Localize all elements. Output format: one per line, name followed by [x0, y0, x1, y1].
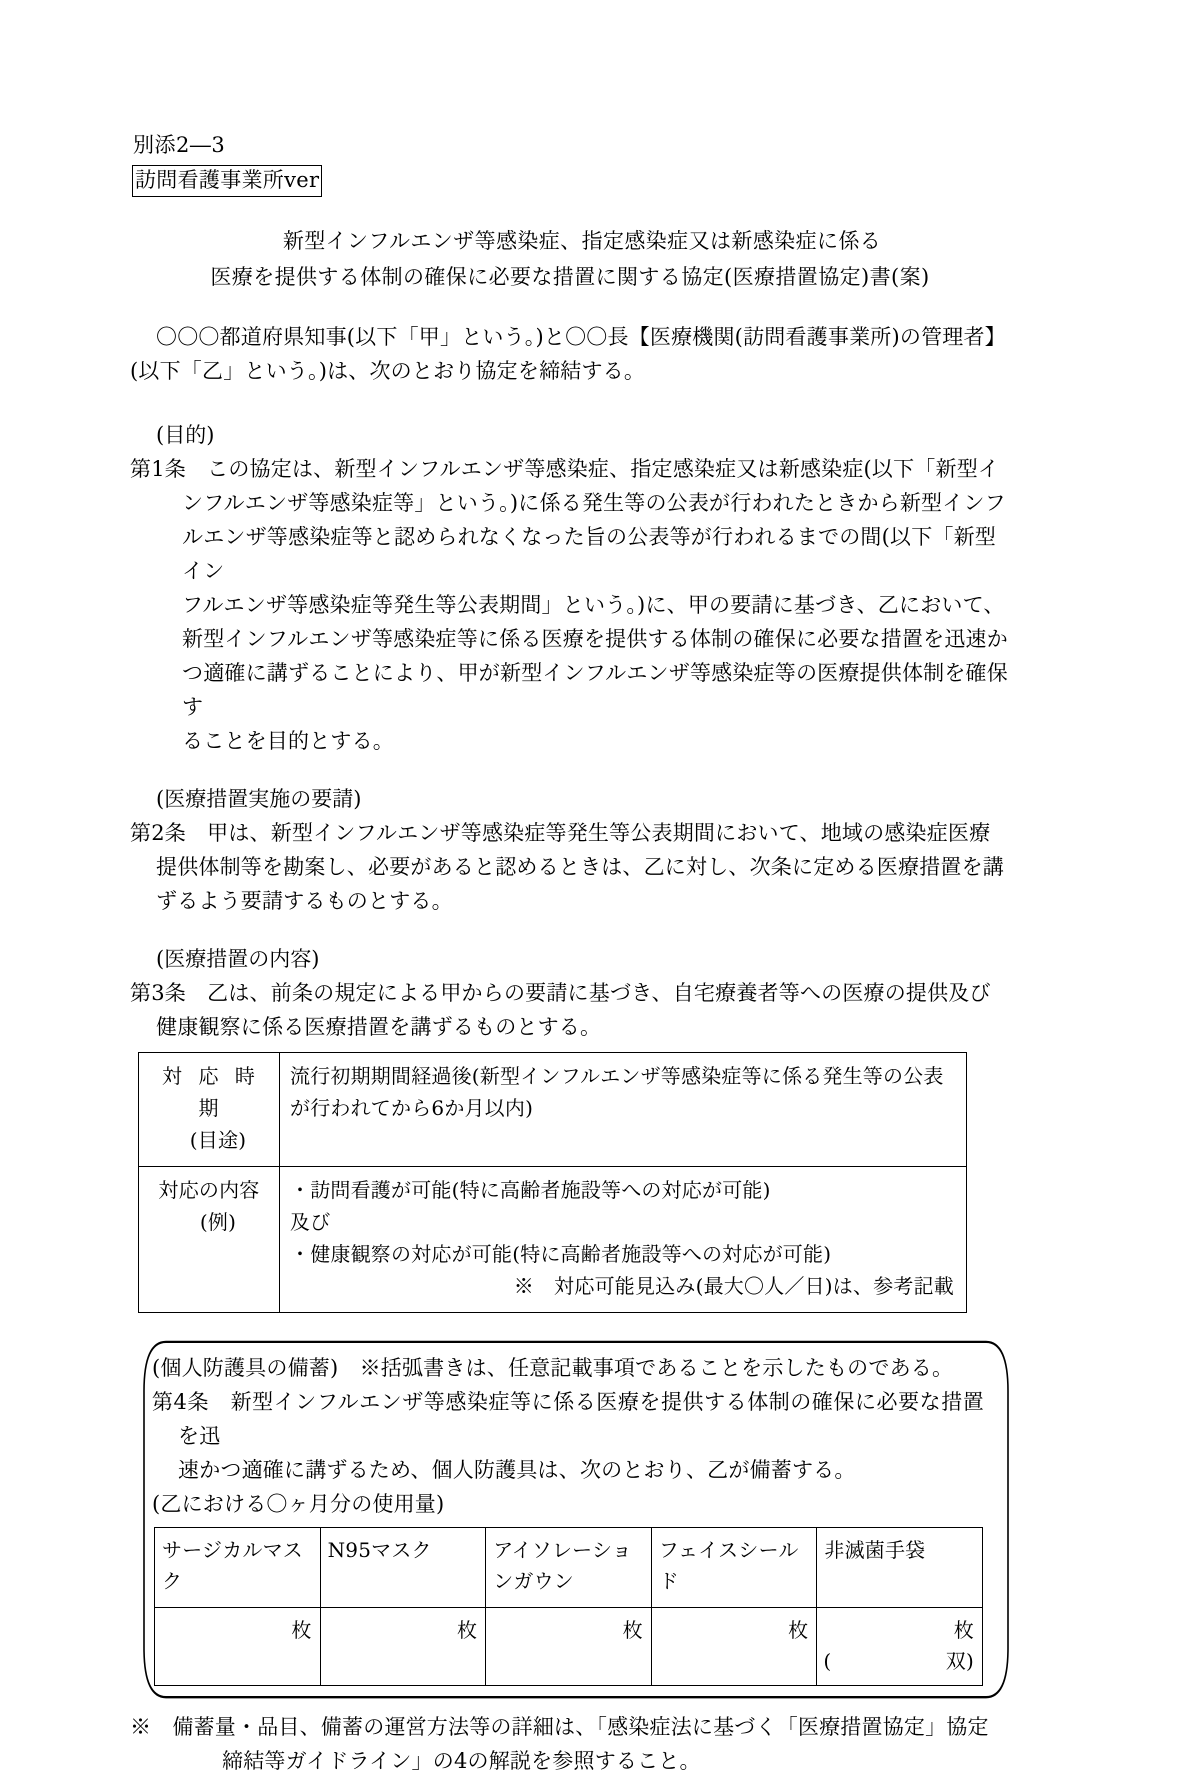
ppe-value-surgical-mask[interactable]: [155, 1608, 321, 1686]
ppe-table-caption: (乙における〇ヶ月分の使用量): [152, 1492, 445, 1517]
ppe-value-row: [155, 1608, 983, 1686]
ppe-header-face-shield: [651, 1528, 817, 1608]
article-3-heading: (医療措置の内容): [156, 947, 320, 972]
table-row: [139, 1167, 967, 1313]
ppe-header-isolation-gown: [486, 1528, 652, 1608]
ppe-value-non-sterile-gloves[interactable]: [817, 1608, 983, 1686]
measures-row-2-label-line-1: 対応の内容: [158, 1178, 260, 1203]
ppe-header-n95-mask: [320, 1528, 486, 1608]
ppe-unit-non-sterile-gloves: 枚: [953, 1618, 974, 1643]
ppe-value-n95-mask[interactable]: [320, 1608, 486, 1686]
ppe-unit-gloves-pair-row: [823, 1646, 974, 1677]
footnote-line-1: ※ 備蓄量・品目、備蓄の運営方法等の詳細は、「感染症法に基づく「医療措置協定」協定: [130, 1715, 989, 1740]
article-1-line-3: ルエンザ等感染症等と認められなくなった旨の公表等が行われるまでの間(以下「新型イン: [182, 525, 996, 584]
ppe-header-isolation-gown-line-2: ンガウン: [493, 1569, 574, 1594]
intro-line-1: 〇〇〇都道府県知事(以下「甲」という。)と〇〇長【医療機関(訪問看護事業所)の管理者】: [156, 325, 1006, 350]
measures-row-1-label: [139, 1053, 280, 1167]
measures-row-2-note: ※ 対応可能見込み(最大〇人／日)は、参考記載: [513, 1274, 954, 1299]
article-4-line-2: 速かつ適確に講ずるため、個人防護具は、次のとおり、乙が備蓄する。: [178, 1458, 856, 1483]
ppe-unit-isolation-gown: 枚: [622, 1618, 643, 1643]
ppe-header-isolation-gown-line-1: アイソレーショ: [493, 1538, 632, 1563]
article-1-line-2: ンフルエンザ等感染症等」という。)に係る発生等の公表が行われたときから新型インフ: [182, 491, 1006, 516]
article-3-line-2: 健康観察に係る医療措置を講ずるものとする。: [156, 1015, 602, 1040]
measures-row-1-body-line-1: 流行初期期間経過後(新型インフルエンザ等感染症等に係る発生等の公表: [290, 1064, 944, 1089]
article-2-heading: (医療措置実施の要請): [156, 787, 362, 812]
measures-row-2-label: [139, 1167, 280, 1313]
footnote-line-2: 締結等ガイドライン」の4の解説を参照すること。: [222, 1749, 701, 1774]
measures-row-1-label-line-2: (目途): [189, 1128, 247, 1153]
ppe-unit-surgical-mask: 枚: [291, 1618, 312, 1643]
table-row: [139, 1053, 967, 1167]
article-2-line-2: 提供体制等を勘案し、必要があると認めるときは、乙に対し、次条に定める医療措置を講: [156, 855, 1004, 880]
ppe-header-surgical-mask-line-1: サージカルマス: [162, 1538, 303, 1563]
article-4-content: [152, 1351, 984, 1686]
article-4-heading: (個人防護具の備蓄) ※括弧書きは、任意記載事項であることを示したものである。: [152, 1356, 954, 1381]
ppe-header-non-sterile-gloves-line-1: 非滅菌手袋: [824, 1538, 926, 1563]
ppe-unit-gloves-pair: 双): [945, 1649, 974, 1674]
intro-paragraph: [130, 320, 1010, 388]
measures-row-2-body-line-3: ・健康観察の対応が可能(特に高齢者施設等への対応が可能): [290, 1242, 832, 1267]
ppe-header-row: [155, 1528, 983, 1608]
ppe-header-n95-mask-line-1: N95マスク: [327, 1538, 432, 1563]
article-3-line-1: 第3条 乙は、前条の規定による甲からの要請に基づき、自宅療養者等への医療の提供及び: [130, 981, 991, 1006]
article-4-line-1: 第4条 新型インフルエンザ等感染症等に係る医療を提供する体制の確保に必要な措置を迅: [152, 1390, 984, 1449]
ppe-header-surgical-mask: [155, 1528, 321, 1608]
ppe-header-surgical-mask-line-2: ク: [162, 1569, 183, 1594]
version-label-box: 訪問看護事業所ver: [132, 165, 322, 196]
intro-line-2: (以下「乙」という。)は、次のとおり協定を締結する。: [130, 359, 646, 384]
article-1-heading: (目的): [156, 423, 215, 448]
ppe-unit-face-shield: 枚: [788, 1618, 809, 1643]
ppe-unit-n95-mask: 枚: [456, 1618, 478, 1643]
article-1-line-7: ることを目的とする。: [182, 729, 394, 754]
measures-row-2-body-line-1: ・訪問看護が可能(特に高齢者施設等への対応が可能): [290, 1178, 771, 1203]
document-content: [130, 132, 1010, 1778]
ppe-paren-open: (: [823, 1649, 832, 1674]
measures-row-2-body: [280, 1167, 967, 1313]
article-4-callout: [130, 1339, 1010, 1700]
article-1-line-5: 新型インフルエンザ等感染症等に係る医療を提供する体制の確保に必要な措置を迅速か: [182, 627, 1008, 652]
measures-row-2-body-line-2: 及び: [290, 1210, 331, 1235]
medical-measures-table: [138, 1052, 967, 1313]
measures-row-1-body-line-2: が行われてから6か月以内): [290, 1096, 534, 1121]
ppe-stockpile-table: [154, 1527, 983, 1686]
title-line-2: 医療を提供する体制の確保に必要な措置に関する協定(医療措置協定)書(案): [210, 265, 930, 290]
article-1-line-4: フルエンザ等感染症等発生等公表期間」という。)に、甲の要請に基づき、乙において、: [182, 593, 1005, 618]
ppe-header-face-shield-line-1: フェイスシール: [658, 1538, 799, 1563]
ppe-value-face-shield[interactable]: [651, 1608, 817, 1686]
ppe-value-isolation-gown[interactable]: [486, 1608, 652, 1686]
article-1-line-6: つ適確に講ずることにより、甲が新型インフルエンザ等感染症等の医療提供体制を確保す: [182, 661, 1008, 720]
title-line-1: 新型インフルエンザ等感染症、指定感染症又は新感染症に係る: [282, 228, 882, 253]
footnote: [130, 1710, 1010, 1778]
measures-row-1-label-line-1: 対 応 時 期: [162, 1064, 260, 1121]
document-title: [130, 223, 1010, 297]
document-reference-number: 別添2―3: [133, 133, 226, 157]
ppe-header-non-sterile-gloves: [817, 1528, 983, 1608]
measures-row-2-label-line-2: (例): [199, 1210, 237, 1235]
measures-row-1-body: [280, 1053, 967, 1167]
article-2-line-1: 第2条 甲は、新型インフルエンザ等感染症等発生等公表期間において、地域の感染症医療: [130, 821, 991, 846]
article-2-line-3: ずるよう要請するものとする。: [156, 889, 453, 914]
ppe-header-face-shield-line-2: ド: [658, 1569, 679, 1594]
article-1-line-1: 第1条 この協定は、新型インフルエンザ等感染症、指定感染症又は新感染症(以下「新型イ: [130, 457, 1000, 482]
